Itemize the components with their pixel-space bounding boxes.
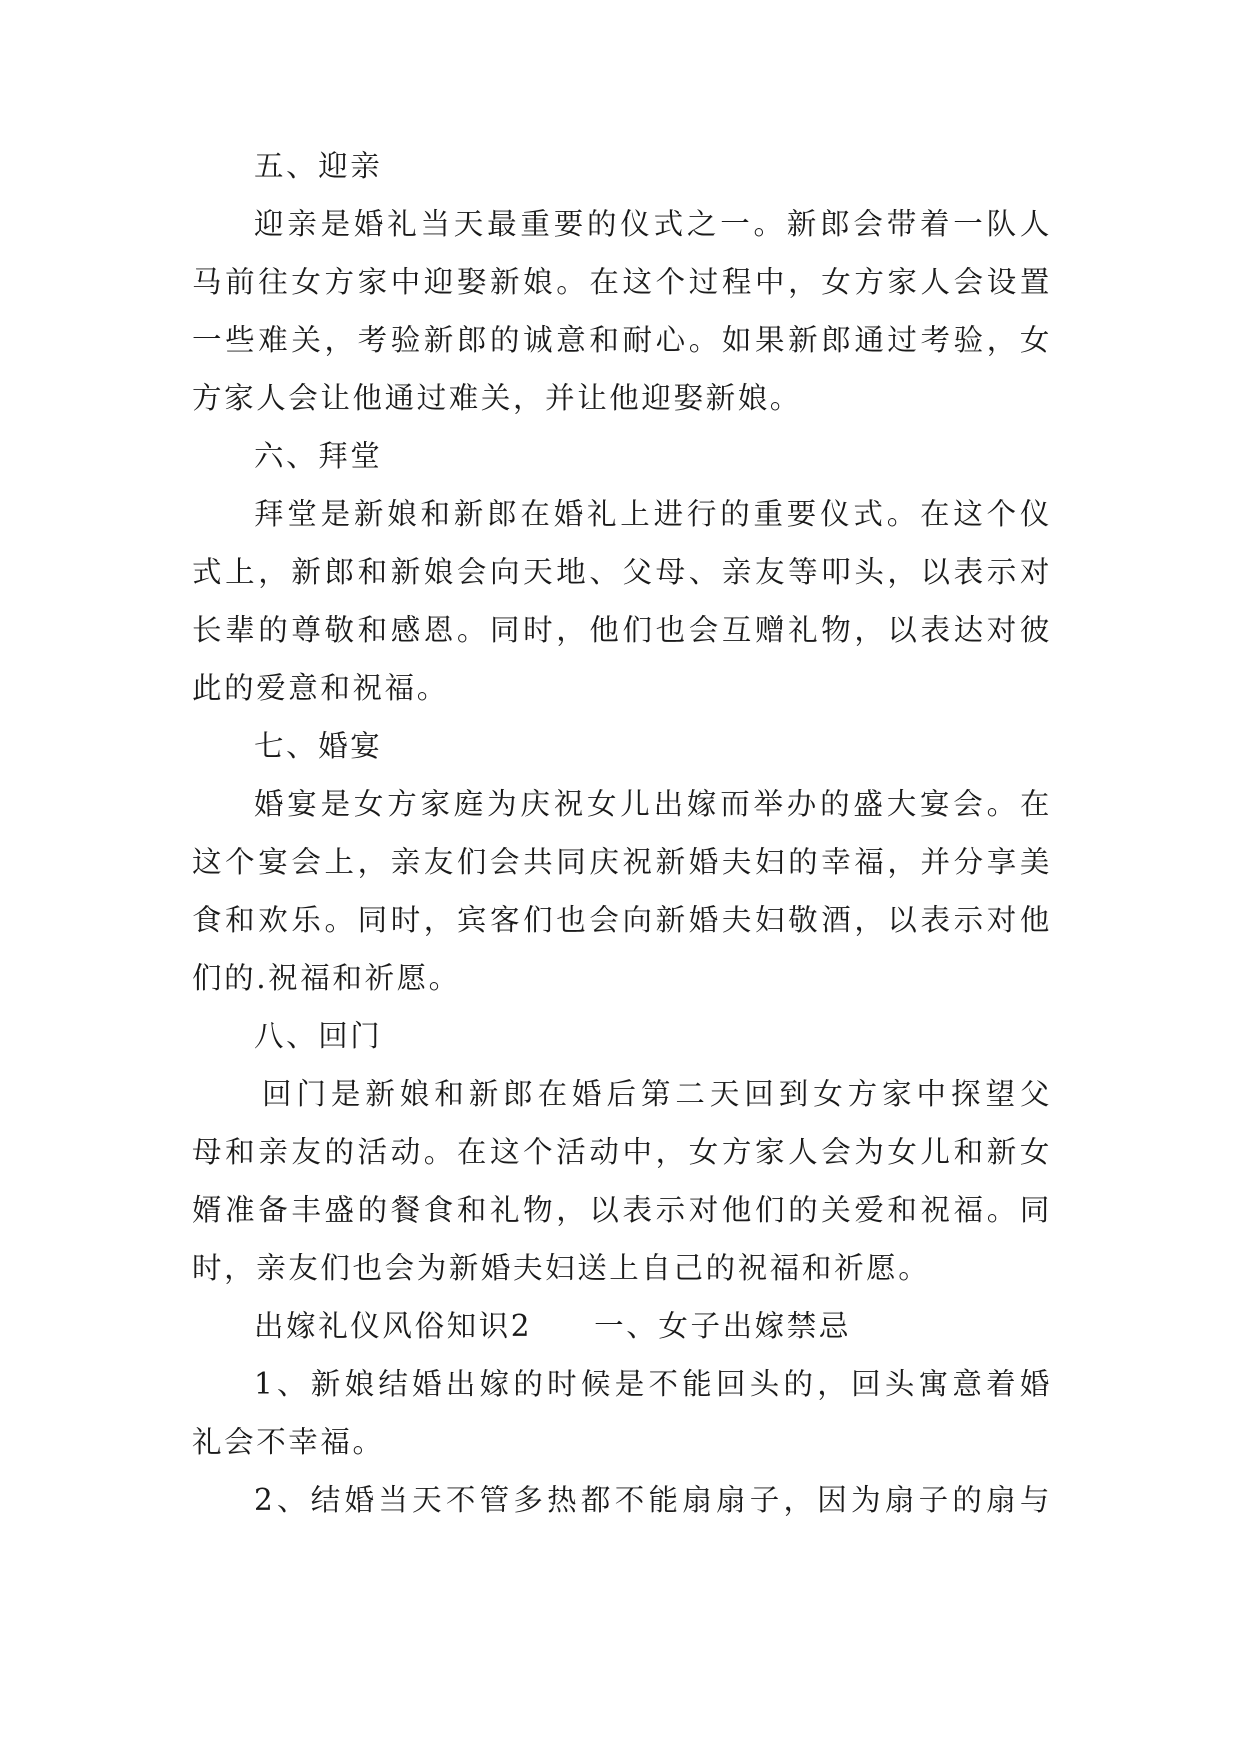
- paragraph-line: 式上，新郎和新娘会向天地、父母、亲友等叩头，以表示对: [192, 555, 1052, 589]
- paragraph-line: 长辈的尊敬和感恩。同时，他们也会互赠礼物，以表达对彼: [192, 613, 1052, 647]
- paragraph-line: 母和亲友的活动。在这个活动中，女方家人会为女儿和新女: [192, 1135, 1052, 1169]
- paragraph-line: 婿准备丰盛的餐食和礼物，以表示对他们的关爱和祝福。同: [192, 1193, 1052, 1227]
- paragraph-line: 2、结婚当天不管多热都不能扇扇子，因为扇子的扇与: [254, 1483, 1052, 1517]
- paragraph-line: 婚宴是女方家庭为庆祝女儿出嫁而举办的盛大宴会。在: [254, 787, 1052, 821]
- paragraph-line: 马前往女方家中迎娶新娘。在这个过程中，女方家人会设置: [192, 265, 1052, 299]
- paragraph-line: 食和欢乐。同时，宾客们也会向新婚夫妇敬酒，以表示对他: [192, 903, 1052, 937]
- paragraph-line: 拜堂是新娘和新郎在婚礼上进行的重要仪式。在这个仪: [254, 497, 1052, 531]
- paragraph-line: 这个宴会上，亲友们会共同庆祝新婚夫妇的幸福，并分享美: [192, 845, 1052, 879]
- paragraph-line: 一些难关，考验新郎的诚意和耐心。如果新郎通过考验，女: [192, 323, 1052, 357]
- part2-subheading: 一、女子出嫁禁忌: [594, 1309, 851, 1343]
- section-heading: 五、迎亲: [254, 149, 383, 183]
- paragraph-line: 方家人会让他通过难关，并让他迎娶新娘。: [192, 381, 802, 415]
- paragraph-line: 们的.祝福和祈愿。: [192, 961, 461, 995]
- section-heading: 八、回门: [254, 1019, 383, 1053]
- paragraph-line: 此的爱意和祝福。: [192, 671, 449, 705]
- part2-title-line: [254, 1306, 1114, 1346]
- paragraph-line: 1、新娘结婚出嫁的时候是不能回头的，回头寓意着婚: [254, 1367, 1052, 1401]
- paragraph-line: 迎亲是婚礼当天最重要的仪式之一。新郎会带着一队人: [254, 207, 1052, 241]
- paragraph-line: 时，亲友们也会为新婚夫妇送上自己的祝福和祈愿。: [192, 1251, 931, 1285]
- paragraph-line: 礼会不幸福。: [192, 1425, 385, 1459]
- section-heading: 六、拜堂: [254, 439, 383, 473]
- paragraph-line: 回门是新娘和新郎在婚后第二天回到女方家中探望父: [262, 1077, 1052, 1111]
- part2-title: 出嫁礼仪风俗知识2: [254, 1309, 533, 1343]
- section-heading: 七、婚宴: [254, 729, 383, 763]
